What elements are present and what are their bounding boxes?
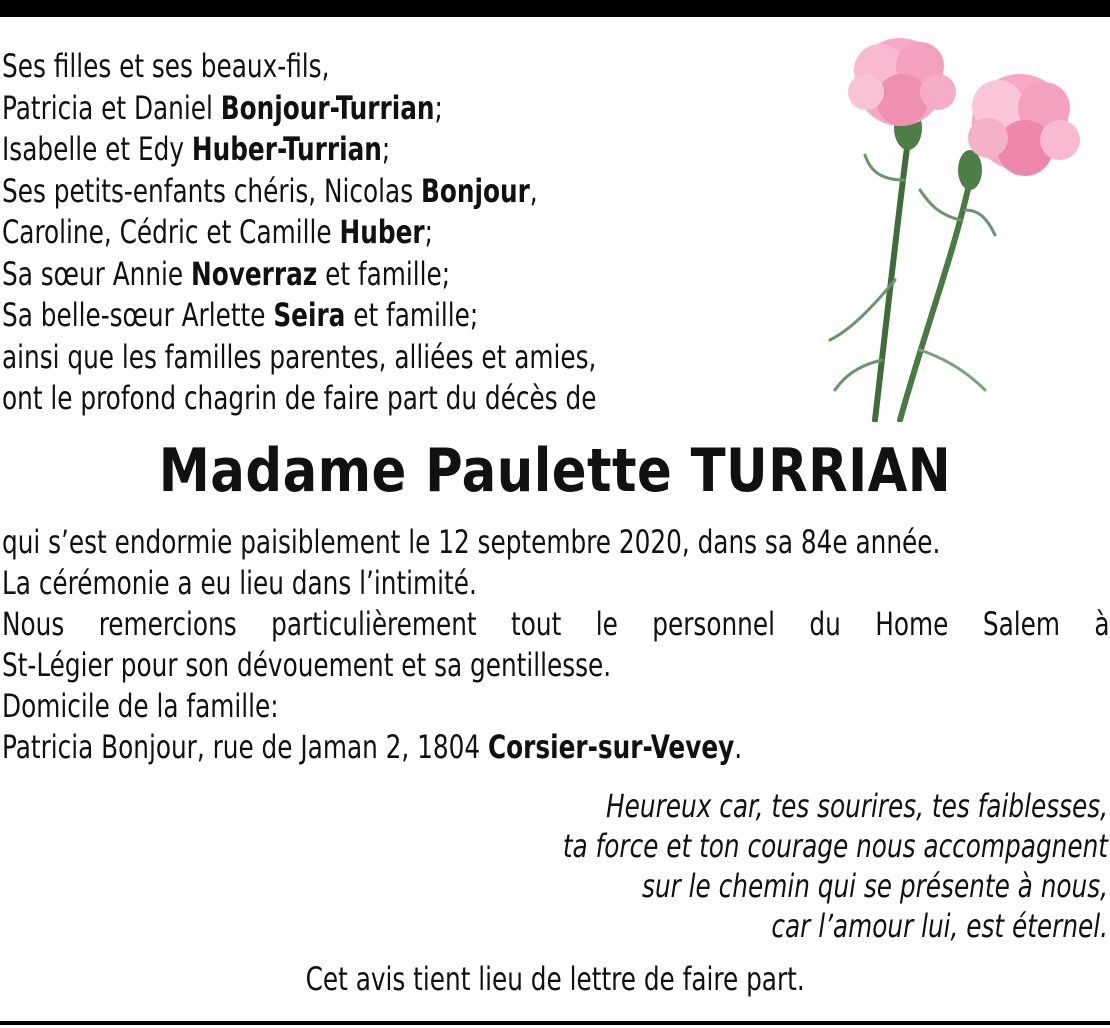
family-text: et famille; [345, 296, 479, 334]
family-text: Ses petits-enfants chéris, Nicolas [2, 171, 421, 210]
family-line [2, 212, 690, 254]
family-line [2, 295, 690, 337]
family-surname: Noverraz [191, 254, 318, 293]
family-line [2, 46, 690, 88]
family-text: Patricia et Daniel [2, 88, 221, 127]
family-line [2, 171, 690, 213]
body-line [2, 604, 1110, 645]
family-text: , [529, 171, 538, 210]
poem-line: Heureux car, tes sourires, tes faiblesses, [606, 787, 1108, 825]
family-text: ont le profond chagrin de faire part du décès de [2, 379, 597, 417]
body-word: à [1094, 605, 1110, 643]
poem-line: ta force et ton courage nous accompagnent [562, 827, 1108, 865]
family-text: ainsi que les familles parentes, alliées et amies, [2, 337, 597, 376]
body-word: remercions [98, 605, 237, 643]
family-line [2, 378, 690, 420]
deceased-name: Madame Paulette TURRIAN [158, 436, 952, 506]
family-text: et famille; [317, 254, 451, 293]
family-surname: Bonjour [420, 171, 530, 210]
body-word: le [595, 605, 618, 643]
family-address [2, 727, 1103, 768]
body-line: La cérémonie a eu lieu dans l’intimité. [2, 564, 477, 602]
family-line [2, 337, 690, 379]
carnation-image [820, 30, 1100, 422]
body-word: Nous [2, 605, 65, 643]
body-word: personnel [652, 605, 775, 643]
family-surname: Huber-Turrian [191, 130, 382, 168]
family-text: Isabelle et Edy [2, 130, 192, 168]
body-word: du [809, 605, 841, 643]
blossom-right [968, 74, 1080, 176]
address-suffix: . [734, 728, 743, 766]
body-line: Domicile de la famille: [2, 687, 279, 725]
body-word: Salem [982, 605, 1060, 643]
family-line [2, 129, 690, 171]
address-prefix: Patricia Bonjour, rue de Jaman 2, 1804 [2, 728, 489, 766]
family-line [2, 254, 690, 296]
top-rule [0, 0, 1110, 17]
family-text: Sa belle-sœur Arlette [2, 296, 274, 334]
family-text: ; [424, 213, 433, 251]
body-line: St-Légier pour son dévouement et sa gentillesse. [2, 646, 612, 684]
blossom-left [848, 38, 956, 126]
family-surname: Huber [339, 213, 425, 251]
poem-line: car l’amour lui, est éternel. [771, 907, 1108, 945]
family-line [2, 88, 690, 130]
bottom-rule [0, 1021, 1110, 1025]
family-text: Sa sœur Annie [2, 254, 192, 293]
family-text: ; [434, 88, 443, 127]
body-word: tout [511, 605, 562, 643]
family-announcement [2, 46, 690, 420]
family-surname: Seira [273, 296, 346, 334]
closing-text: Cet avis tient lieu de lettre de faire part. [305, 960, 805, 998]
family-surname: Bonjour-Turrian [220, 88, 435, 127]
body-line: qui s’est endormie paisiblement le 12 septembre 2020, dans sa 84e année. [2, 523, 941, 561]
family-text: ; [381, 130, 391, 168]
poem-line: sur le chemin qui se présente à nous, [642, 867, 1108, 905]
body-word: particulièrement [271, 605, 477, 643]
family-text: Ses filles et ses beaux-fils, [2, 47, 330, 85]
family-text: Caroline, Cédric et Camille [2, 213, 340, 251]
body-word: Home [875, 605, 949, 643]
poem [420, 786, 1108, 946]
announcement-body [2, 522, 1110, 768]
address-town: Corsier-sur-Vevey [488, 728, 735, 766]
closing-note [0, 960, 1110, 998]
